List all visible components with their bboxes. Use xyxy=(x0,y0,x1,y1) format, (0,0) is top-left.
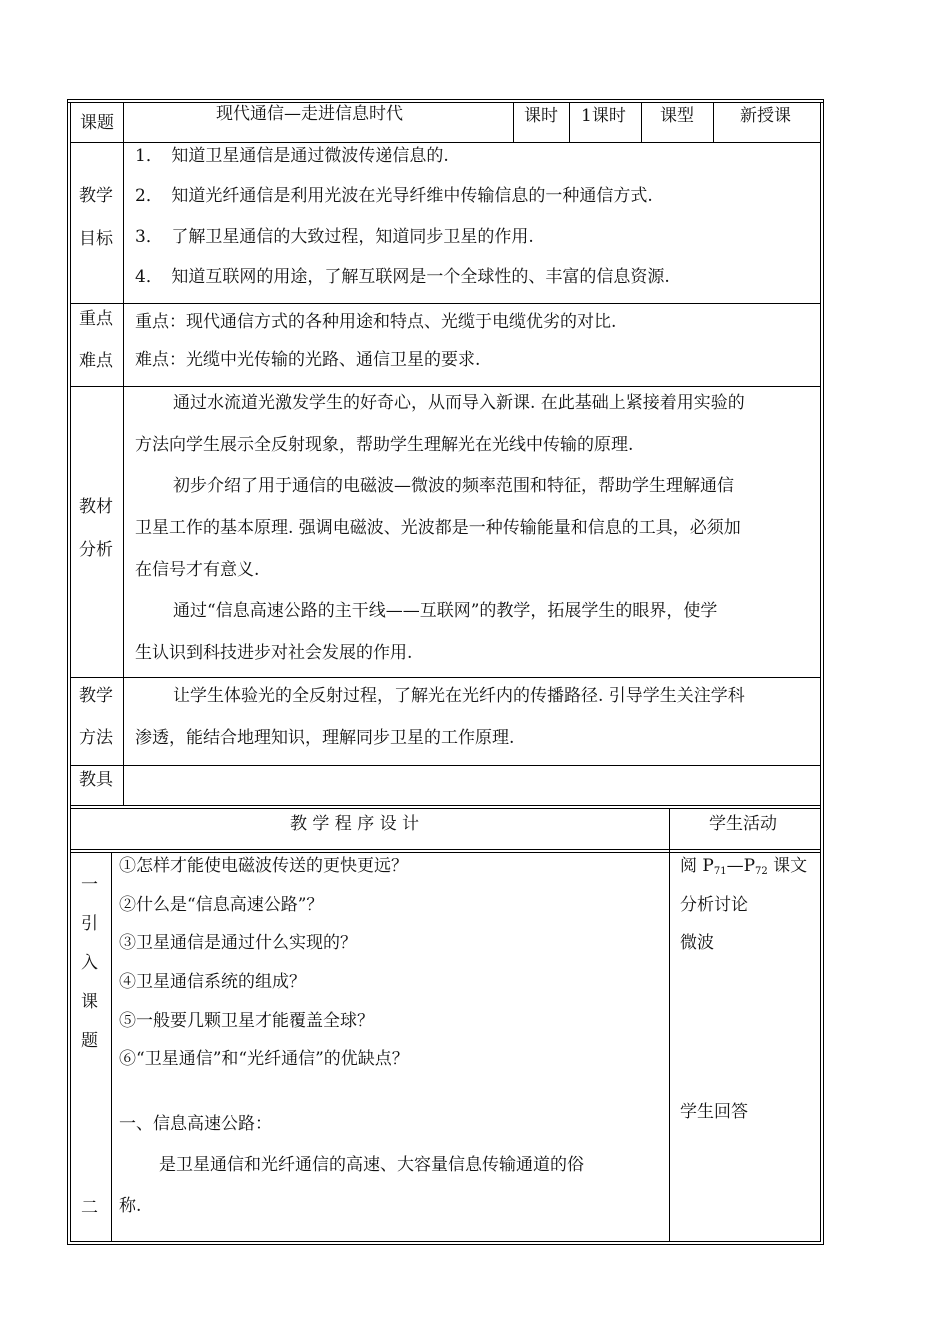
method-label-1: 教学 xyxy=(79,686,113,706)
difficult-point-text: 难点：光缆中光传输的光路、通信卫星的要求. xyxy=(135,350,481,370)
method-label-2: 方法 xyxy=(79,728,113,748)
section1-char: 课 xyxy=(81,992,98,1012)
activity-read: 阅 $P_{71}—P_{72}$ 课文 xyxy=(680,856,808,877)
topic-label: 课题 xyxy=(80,113,114,133)
hours-value: 1课时 xyxy=(581,106,626,126)
activity-answer: 学生回答 xyxy=(680,1102,748,1122)
program-title: 教 学 程 序 设 计 xyxy=(290,814,420,834)
question-item: ③卫星通信是通过什么实现的？ xyxy=(119,933,357,953)
goals-label-1: 教学 xyxy=(79,186,113,206)
section2-heading: 一、信息高速公路： xyxy=(119,1114,272,1134)
analysis-line: 在信号才有意义. xyxy=(135,560,260,580)
keypoints-label-1: 重点 xyxy=(79,309,113,329)
keypoints-label-2: 难点 xyxy=(79,351,113,371)
goal-item: 2． 知道光纤通信是利用光波在光导纤维中传输信息的一种通信方式. xyxy=(135,186,653,206)
question-item: ②什么是“信息高速公路”？ xyxy=(119,895,324,915)
key-point-text: 重点：现代通信方式的各种用途和特点、光缆于电缆优劣的对比. xyxy=(135,312,617,332)
goals-label-2: 目标 xyxy=(79,229,113,249)
goal-item: 1． 知道卫星通信是通过微波传递信息的. xyxy=(135,146,449,166)
activity-microwave: 微波 xyxy=(680,933,714,953)
type-label: 课型 xyxy=(660,106,694,126)
analysis-line: 通过“信息高速公路的主干线——互联网”的教学，拓展学生的眼界，使学 xyxy=(173,601,718,621)
topic-title: 现代通信—走进信息时代 xyxy=(216,104,403,124)
analysis-line: 生认识到科技进步对社会发展的作用. xyxy=(135,643,413,663)
goal-item: 3． 了解卫星通信的大致过程，知道同步卫星的作用. xyxy=(135,227,534,247)
section1-char: 一 xyxy=(81,875,98,895)
activity-title: 学生活动 xyxy=(709,814,777,834)
analysis-label-1: 教材 xyxy=(79,497,113,517)
question-item: ①怎样才能使电磁波传送的更快更远？ xyxy=(119,856,408,876)
section2-char: 二 xyxy=(81,1198,98,1218)
tools-label: 教具 xyxy=(79,770,113,790)
analysis-line: 初步介绍了用于通信的电磁波—微波的频率范围和特征，帮助学生理解通信 xyxy=(173,476,734,496)
method-line: 让学生体验光的全反射过程，了解光在光纤内的传播路径. 引导学生关注学科 xyxy=(173,686,745,706)
question-item: ⑥“卫星通信”和“光纤通信”的优缺点？ xyxy=(119,1049,409,1069)
analysis-line: 方法向学生展示全反射现象，帮助学生理解光在光线中传输的原理. xyxy=(135,435,634,455)
activity-discuss: 分析讨论 xyxy=(680,895,748,915)
question-item: ⑤一般要几颗卫星才能覆盖全球？ xyxy=(119,1011,374,1031)
analysis-label-2: 分析 xyxy=(79,540,113,560)
method-line: 渗透，能结合地理知识，理解同步卫星的工作原理. xyxy=(135,728,515,748)
question-item: ④卫星通信系统的组成？ xyxy=(119,972,306,992)
section1-char: 题 xyxy=(81,1031,98,1051)
section1-char: 引 xyxy=(81,914,98,934)
hours-label: 课时 xyxy=(524,106,558,126)
section1-char: 入 xyxy=(81,953,98,973)
section2-text: 是卫星通信和光纤通信的高速、大容量信息传输通道的俗 xyxy=(159,1155,584,1175)
analysis-line: 通过水流道光激发学生的好奇心，从而导入新课. 在此基础上紧接着用实验的 xyxy=(173,393,745,413)
analysis-line: 卫星工作的基本原理. 强调电磁波、光波都是一种传输能量和信息的工具，必须加 xyxy=(135,518,741,538)
section2-text: 称. xyxy=(119,1196,142,1216)
goal-item: 4． 知道互联网的用途，了解互联网是一个全球性的、丰富的信息资源. xyxy=(135,267,670,287)
type-value: 新授课 xyxy=(740,106,791,126)
